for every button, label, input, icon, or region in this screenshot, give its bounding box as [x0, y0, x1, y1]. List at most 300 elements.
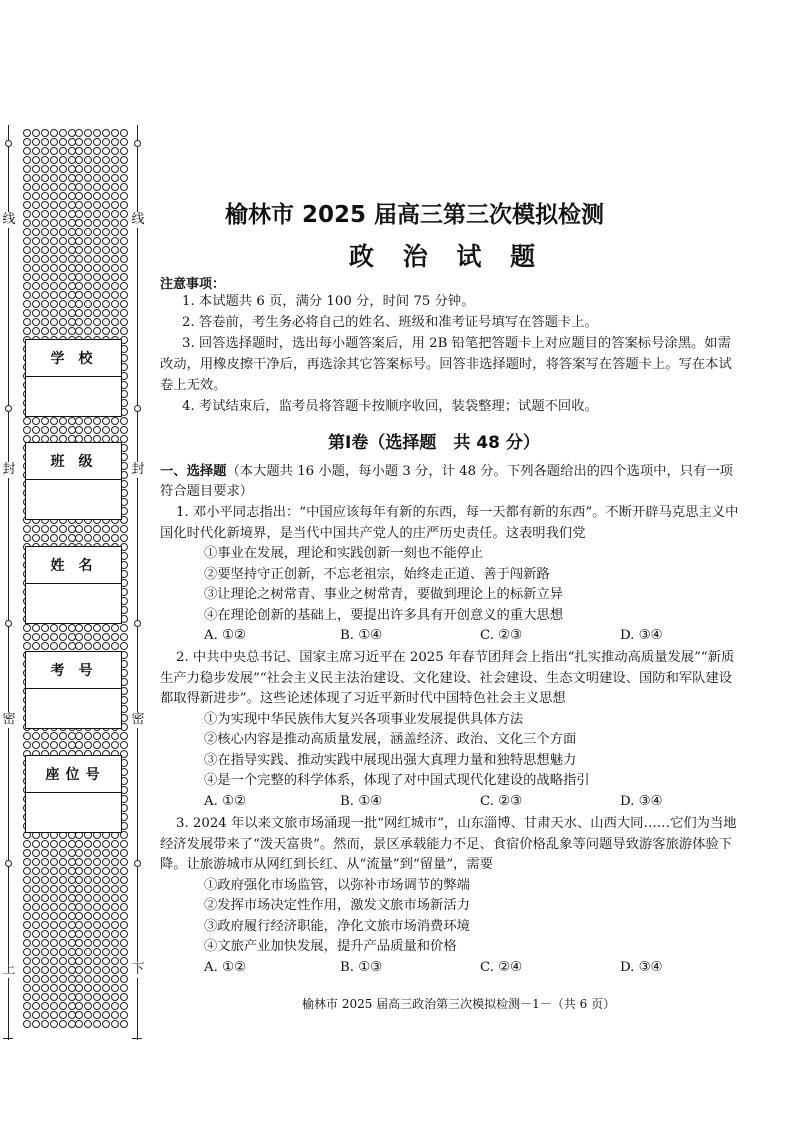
binding-dot	[84, 966, 92, 974]
binding-dot	[32, 210, 40, 218]
binding-dot	[23, 147, 31, 155]
binding-dot	[111, 876, 119, 884]
binding-dot	[102, 858, 110, 866]
binding-dot	[75, 903, 83, 911]
option-a[interactable]: A. ①②	[204, 793, 246, 809]
binding-dot	[84, 309, 92, 317]
binding-dot	[59, 633, 67, 641]
binding-dot	[23, 876, 31, 884]
binding-dot	[59, 957, 67, 965]
binding-dot	[50, 642, 58, 650]
binding-dot	[59, 966, 67, 974]
binding-dot	[23, 984, 31, 992]
binding-dot	[75, 741, 83, 749]
binding-dot	[32, 642, 40, 650]
binding-dot	[75, 894, 83, 902]
binding-dot	[50, 993, 58, 1001]
binding-dot	[102, 957, 110, 965]
binding-dot	[59, 129, 67, 137]
binding-dot	[41, 633, 49, 641]
binding-dot	[32, 732, 40, 740]
binding-dot	[93, 849, 101, 857]
binding-dot	[32, 948, 40, 956]
binding-dot	[32, 273, 40, 281]
binding-dot	[32, 993, 40, 1001]
binding-dot	[41, 246, 49, 254]
binding-dot	[59, 975, 67, 983]
binding-dot	[32, 156, 40, 164]
binding-dot	[111, 246, 119, 254]
binding-dot	[50, 939, 58, 947]
exam-number-field-input[interactable]	[26, 689, 121, 729]
question-statement: ②发挥市场决定性作用，激发文旅市场新活力	[204, 898, 470, 913]
binding-dot	[23, 858, 31, 866]
binding-dot	[120, 894, 128, 902]
binding-dot	[23, 138, 31, 146]
binding-dot	[59, 291, 67, 299]
binding-dot	[23, 849, 31, 857]
binding-dot	[84, 912, 92, 920]
binding-dot	[93, 1002, 101, 1010]
binding-dot	[93, 273, 101, 281]
binding-dot	[50, 921, 58, 929]
binding-dot	[41, 525, 49, 533]
binding-dot	[93, 237, 101, 245]
binding-dot	[111, 156, 119, 164]
option-d[interactable]: D. ③④	[620, 793, 663, 809]
binding-dot	[120, 291, 128, 299]
binding-dot	[93, 993, 101, 1001]
binding-dot	[120, 930, 128, 938]
binding-dot	[84, 642, 92, 650]
binding-dot	[120, 174, 128, 182]
binding-dot	[23, 1020, 31, 1028]
binding-dot	[50, 903, 58, 911]
binding-dot	[32, 165, 40, 173]
binding-dot	[23, 201, 31, 209]
binding-ring	[134, 860, 141, 867]
binding-dot	[84, 210, 92, 218]
binding-dot	[111, 165, 119, 173]
binding-dot	[50, 876, 58, 884]
binding-dot	[84, 975, 92, 983]
binding-dot	[75, 219, 83, 227]
binding-dot	[41, 966, 49, 974]
binding-dot	[84, 1011, 92, 1019]
binding-dot	[120, 1020, 128, 1028]
binding-dot	[41, 228, 49, 236]
binding-dot	[41, 903, 49, 911]
binding-dot	[75, 417, 83, 425]
binding-dot	[84, 732, 92, 740]
binding-ring	[5, 860, 12, 867]
binding-dot	[120, 255, 128, 263]
binding-dot	[93, 282, 101, 290]
binding-dot	[23, 129, 31, 137]
binding-dot	[120, 975, 128, 983]
binding-dot	[50, 426, 58, 434]
binding-dot	[120, 966, 128, 974]
binding-dot	[93, 300, 101, 308]
binding-dot	[50, 741, 58, 749]
binding-dot	[102, 912, 110, 920]
binding-dot	[41, 183, 49, 191]
binding-dot	[59, 930, 67, 938]
binding-dot	[32, 426, 40, 434]
notes-item: 改动，用橡皮擦干净后，再选涂其它答案标号。回答非选择题时，将答案写在答题卡上。写在本试	[160, 357, 732, 372]
binding-dot	[23, 282, 31, 290]
binding-dot	[23, 957, 31, 965]
binding-dot	[59, 894, 67, 902]
binding-dot	[41, 930, 49, 938]
binding-dot	[50, 1002, 58, 1010]
binding-dot	[93, 174, 101, 182]
binding-dot	[23, 156, 31, 164]
binding-dot	[23, 732, 31, 740]
binding-dot	[59, 417, 67, 425]
class-field-input[interactable]	[26, 480, 121, 520]
binding-dot	[93, 921, 101, 929]
option-c[interactable]: C. ②③	[480, 793, 522, 809]
option-b[interactable]: B. ①④	[340, 793, 383, 809]
binding-dot	[23, 885, 31, 893]
binding-dot	[32, 138, 40, 146]
binding-dot	[41, 939, 49, 947]
binding-dot	[32, 984, 40, 992]
option-b[interactable]: B. ①③	[340, 959, 383, 975]
binding-dot	[23, 912, 31, 920]
binding-dot	[75, 201, 83, 209]
binding-dot	[59, 318, 67, 326]
binding-dot	[84, 417, 92, 425]
binding-dot	[111, 1002, 119, 1010]
binding-dot	[84, 147, 92, 155]
binding-dot	[120, 912, 128, 920]
binding-dot	[59, 885, 67, 893]
binding-dot	[32, 876, 40, 884]
binding-dot	[102, 228, 110, 236]
question-statement: ②核心内容是推动高质量发展，涵盖经济、政治、文化三个方面	[204, 732, 577, 747]
notes-item: 4. 考试结束后，监考员将答题卡按顺序收回，装袋整理；试题不回收。	[182, 399, 598, 414]
binding-dot	[102, 840, 110, 848]
seat-number-field-input[interactable]	[26, 793, 121, 833]
binding-dot	[102, 984, 110, 992]
binding-dot	[84, 165, 92, 173]
binding-dot	[102, 921, 110, 929]
binding-dot	[59, 264, 67, 272]
binding-dot	[93, 867, 101, 875]
notes-heading: 注意事项：	[160, 277, 226, 292]
binding-dot	[84, 867, 92, 875]
binding-dot	[50, 237, 58, 245]
binding-tick	[3, 1038, 13, 1039]
binding-dot	[120, 300, 128, 308]
name-field-input[interactable]	[26, 584, 121, 624]
binding-dot	[50, 282, 58, 290]
binding-dot	[111, 201, 119, 209]
school-field-label: 学校	[26, 340, 121, 377]
binding-dot	[111, 849, 119, 857]
binding-dot	[23, 939, 31, 947]
binding-dot	[23, 840, 31, 848]
binding-dot	[23, 534, 31, 542]
binding-dot	[111, 219, 119, 227]
question-statement: ④是一个完整的科学体系，体现了对中国式现代化建设的战略指引	[204, 773, 590, 788]
binding-dot	[41, 147, 49, 155]
binding-dot	[102, 273, 110, 281]
binding-dot	[102, 1020, 110, 1028]
binding-dot	[111, 948, 119, 956]
binding-dot	[59, 327, 67, 335]
binding-dot	[23, 183, 31, 191]
binding-dot	[93, 417, 101, 425]
notes-item: 3. 回答选择题时，选出每小题答案后，用 2B 铅笔把答题卡上对应题目的答案标号涂黑。如需	[182, 336, 731, 351]
binding-dot	[41, 138, 49, 146]
binding-dot	[32, 921, 40, 929]
binding-ring	[5, 405, 12, 412]
binding-dot	[32, 300, 40, 308]
binding-dot	[59, 858, 67, 866]
binding-dot	[41, 894, 49, 902]
binding-dot	[75, 1011, 83, 1019]
binding-dot	[120, 1011, 128, 1019]
binding-dot	[41, 534, 49, 542]
binding-dot	[84, 255, 92, 263]
binding-dot	[102, 201, 110, 209]
binding-dot	[32, 1020, 40, 1028]
binding-dot	[75, 840, 83, 848]
binding-dot	[41, 957, 49, 965]
binding-dot	[102, 264, 110, 272]
cut-label-inner-bottom: 下	[131, 962, 145, 977]
binding-dot	[111, 741, 119, 749]
binding-dot	[120, 957, 128, 965]
option-d[interactable]: D. ③④	[620, 959, 663, 975]
binding-dot	[41, 1002, 49, 1010]
binding-dot	[32, 246, 40, 254]
binding-dot	[50, 732, 58, 740]
binding-dot	[32, 930, 40, 938]
binding-dot	[84, 921, 92, 929]
binding-dot	[75, 291, 83, 299]
binding-dot	[32, 849, 40, 857]
binding-dot	[111, 867, 119, 875]
binding-dot	[23, 741, 31, 749]
binding-dot	[84, 192, 92, 200]
binding-dot	[32, 840, 40, 848]
binding-dot	[50, 840, 58, 848]
binding-dot	[59, 426, 67, 434]
binding-dot	[23, 237, 31, 245]
binding-dot	[50, 417, 58, 425]
binding-dot	[93, 138, 101, 146]
binding-dot	[93, 876, 101, 884]
binding-dot	[23, 210, 31, 218]
binding-dot	[111, 939, 119, 947]
binding-dot	[84, 300, 92, 308]
binding-dot	[120, 210, 128, 218]
section-instructions	[160, 462, 745, 502]
binding-dot	[84, 840, 92, 848]
binding-dot	[41, 858, 49, 866]
option-a[interactable]: A. ①②	[204, 959, 246, 975]
binding-dot	[84, 291, 92, 299]
binding-dot	[23, 921, 31, 929]
binding-ring	[134, 620, 141, 627]
binding-dot	[75, 984, 83, 992]
binding-dot	[111, 228, 119, 236]
binding-dot	[102, 732, 110, 740]
binding-dot	[93, 129, 101, 137]
binding-dot	[41, 327, 49, 335]
binding-dot	[50, 255, 58, 263]
binding-dot	[75, 939, 83, 947]
binding-dot	[102, 993, 110, 1001]
binding-dot	[32, 417, 40, 425]
binding-dot	[50, 633, 58, 641]
binding-dot	[111, 129, 119, 137]
binding-dot	[59, 300, 67, 308]
binding-ring	[134, 405, 141, 412]
binding-dot	[111, 633, 119, 641]
binding-dot	[102, 192, 110, 200]
binding-dot	[75, 210, 83, 218]
binding-dot	[75, 174, 83, 182]
binding-dot	[75, 876, 83, 884]
binding-dot	[111, 282, 119, 290]
binding-dot	[111, 1020, 119, 1028]
binding-dot	[111, 993, 119, 1001]
notes-item: 卷上无效。	[160, 378, 227, 393]
binding-dot	[120, 1002, 128, 1010]
binding-tick	[132, 1038, 142, 1039]
cut-label-outer-bottom: 上	[2, 962, 16, 977]
binding-dot	[41, 975, 49, 983]
binding-dot	[93, 318, 101, 326]
binding-dot	[102, 975, 110, 983]
binding-dot	[120, 876, 128, 884]
binding-dot	[59, 867, 67, 875]
binding-dot	[32, 255, 40, 263]
cut-label-inner-upper: 封	[131, 462, 145, 477]
binding-dot	[93, 228, 101, 236]
binding-dot	[120, 525, 128, 533]
binding-dot	[59, 165, 67, 173]
binding-dot	[50, 327, 58, 335]
binding-dot	[32, 291, 40, 299]
binding-dot	[102, 903, 110, 911]
binding-dot	[41, 867, 49, 875]
answer-options	[204, 958, 745, 978]
binding-dot	[93, 984, 101, 992]
binding-dot	[41, 426, 49, 434]
option-c[interactable]: C. ②③	[480, 628, 522, 643]
option-c[interactable]: C. ②④	[480, 959, 522, 975]
binding-dot	[102, 417, 110, 425]
binding-dot	[41, 417, 49, 425]
binding-dot	[75, 948, 83, 956]
school-field-input[interactable]	[26, 377, 121, 417]
binding-dot	[50, 228, 58, 236]
binding-dot	[102, 525, 110, 533]
binding-dot	[32, 327, 40, 335]
binding-dot	[32, 309, 40, 317]
binding-dot	[75, 912, 83, 920]
binding-dot	[75, 147, 83, 155]
binding-dot	[75, 183, 83, 191]
binding-dot	[59, 984, 67, 992]
binding-dot	[50, 885, 58, 893]
option-d[interactable]: D. ③④	[620, 628, 663, 643]
binding-dot	[84, 318, 92, 326]
binding-dot	[50, 318, 58, 326]
binding-dot	[93, 939, 101, 947]
question-statement: ③让理论之树常青、事业之树常青，要做到理论上的标新立异	[204, 587, 564, 602]
binding-dot	[23, 192, 31, 200]
binding-dot	[59, 1011, 67, 1019]
binding-dot	[120, 156, 128, 164]
binding-dot	[102, 309, 110, 317]
class-field-label: 班级	[26, 443, 121, 480]
binding-dot	[84, 237, 92, 245]
binding-dot	[120, 885, 128, 893]
binding-dot	[32, 219, 40, 227]
binding-dot	[41, 291, 49, 299]
binding-dot	[41, 237, 49, 245]
binding-dot	[50, 948, 58, 956]
binding-dot	[102, 138, 110, 146]
binding-dot	[84, 903, 92, 911]
binding-dot	[120, 246, 128, 254]
binding-dot	[23, 930, 31, 938]
binding-dot	[75, 642, 83, 650]
binding-dot	[84, 282, 92, 290]
binding-dot	[50, 957, 58, 965]
binding-dot	[120, 858, 128, 866]
binding-dot	[75, 237, 83, 245]
binding-dot	[75, 921, 83, 929]
binding-dot	[93, 858, 101, 866]
option-a[interactable]: A. ①②	[204, 628, 246, 643]
binding-dot	[120, 903, 128, 911]
binding-dot	[41, 219, 49, 227]
name-field-label: 姓名	[26, 547, 121, 584]
option-b[interactable]: B. ①④	[340, 628, 383, 643]
binding-dot	[41, 210, 49, 218]
cut-label-outer-lower: 密	[2, 712, 16, 727]
binding-dot	[32, 1011, 40, 1019]
binding-dot	[75, 264, 83, 272]
binding-dot	[120, 741, 128, 749]
binding-dot	[111, 984, 119, 992]
question-statement: ③政府履行经济职能，净化文旅市场消费环境	[204, 918, 470, 934]
binding-dot	[59, 948, 67, 956]
binding-dot	[120, 732, 128, 740]
binding-dot	[23, 624, 31, 632]
binding-dot	[93, 192, 101, 200]
binding-dot	[23, 291, 31, 299]
binding-dot	[59, 282, 67, 290]
binding-dot	[84, 228, 92, 236]
binding-dot	[102, 318, 110, 326]
binding-dot	[93, 264, 101, 272]
page-footer: 榆林市 2025 届高三政治第三次模拟检测－1－（共 6 页）	[302, 997, 616, 1011]
binding-dot	[59, 876, 67, 884]
binding-dot	[59, 912, 67, 920]
binding-dot	[102, 183, 110, 191]
binding-dot	[111, 273, 119, 281]
binding-dot	[120, 273, 128, 281]
